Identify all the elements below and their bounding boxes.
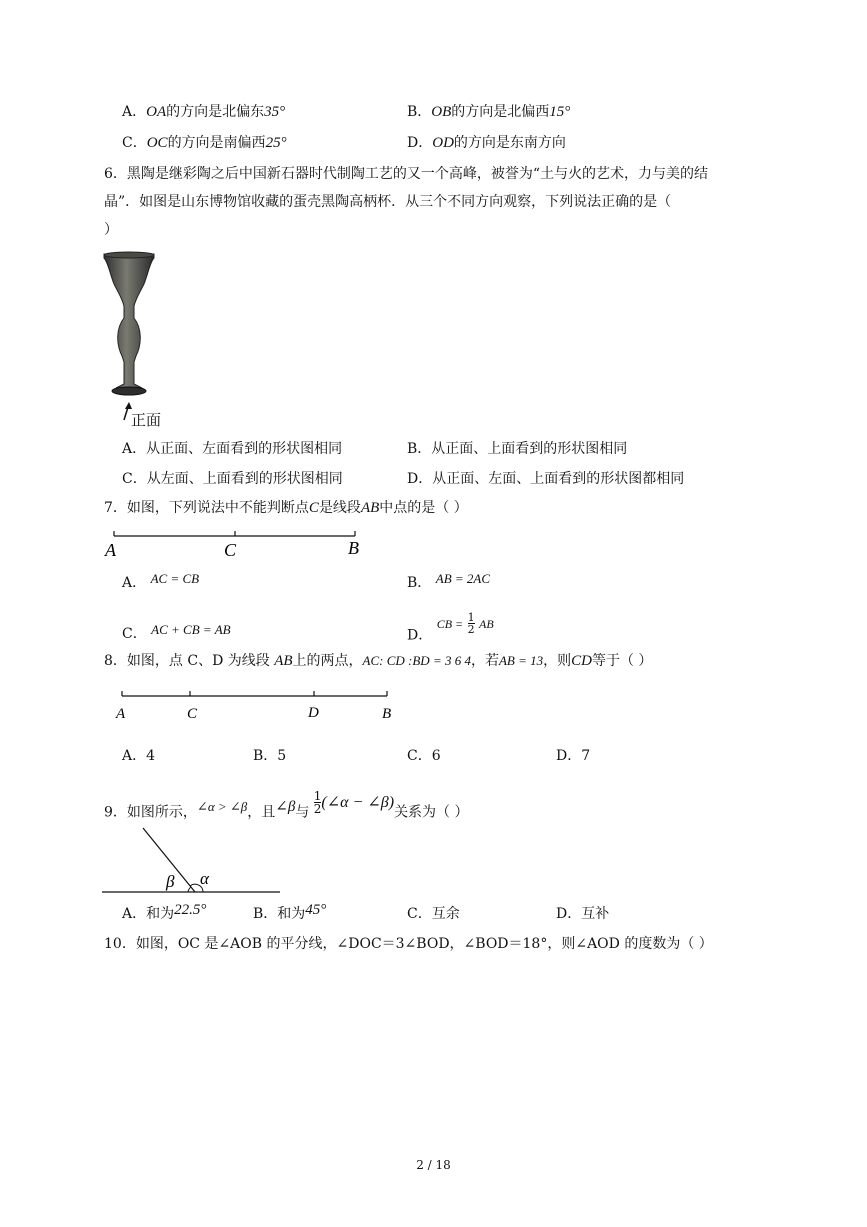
q8-stem: 8．如图，点 C、D 为线段 AB上的两点，AC: CD :BD = 3 6 4，若AB = 13，则CD等于（ ） (104, 653, 653, 669)
q7-fraction: $\frac{1}{2}$ (467, 611, 475, 636)
q8-label-b: B (382, 706, 392, 722)
q5-option-d: D．OD的方向是东南方向 (407, 135, 566, 151)
q7-label-a: A (105, 540, 116, 560)
front-view-label: 正面 (131, 411, 162, 429)
q9-option-d: D．互补 (556, 906, 610, 922)
q9-option-b: B．和为45° (253, 902, 327, 922)
q5-option-c: C．OC的方向是南偏西25° (122, 135, 287, 151)
q6-stem-line2: 晶”．如图是山东博物馆收藏的蛋壳黑陶高柄杯．从三个不同方向观察，下列说法正确的是（ (104, 194, 672, 210)
black-pottery-cup-figure (98, 248, 178, 433)
q9-label-beta: β (166, 872, 175, 891)
q8-segment-figure (112, 686, 402, 726)
q9-label-alpha: α (200, 869, 209, 888)
page-number: 2 / 18 (416, 1158, 451, 1172)
q7-option-a: A． AC = CB (122, 571, 200, 591)
q5-option-b: B．OB的方向是北偏西15° (407, 104, 571, 120)
q9-fraction: $\frac{1}{2}$ (313, 789, 322, 816)
q8-label-a: A (116, 706, 126, 722)
q8-label-d: D (308, 705, 319, 721)
q9-option-a: A．和为22.5° (122, 902, 207, 922)
q7-stem: 7．如图，下列说法中不能判断点C是线段AB中点的是（ ） (104, 500, 468, 516)
q9-angle-figure (100, 824, 290, 896)
q8-option-c: C．6 (407, 748, 441, 764)
cup-base (112, 387, 146, 395)
q6-option-a: A．从正面、左面看到的形状图相同 (122, 441, 343, 457)
q7-label-b: B (348, 538, 359, 558)
q6-stem-line3: ） (104, 222, 118, 238)
q8-option-d: D．7 (556, 748, 591, 764)
q6-option-d: D．从正面、左面、上面看到的形状图都相同 (407, 471, 685, 487)
cup-body (104, 254, 154, 388)
q8-option-a: A．4 (122, 748, 156, 764)
front-arrow-head (125, 402, 132, 409)
q9-stem: 9．如图所示，∠α > ∠β，且∠β与 $\frac{1}{2}$ (∠α − ∠β)关系为（ ） (104, 789, 469, 821)
q9-option-c: C．互余 (407, 906, 460, 922)
q10-stem: 10．如图，OC 是∠AOB 的平分线，∠DOC＝3∠BOD，∠BOD＝18°，则∠AOD 的度数为（ ） (104, 936, 713, 952)
q7-option-d: D． CB = $\frac{1}{2}$ AB (407, 611, 494, 644)
q7-segment-figure (100, 524, 380, 564)
q6-stem-line1: 6．黑陶是继彩陶之后中国新石器时代制陶工艺的又一个高峰，被誉为“土与火的艺术，力与美的结 (104, 166, 709, 182)
q8-label-c: C (187, 706, 198, 722)
q6-option-c: C．从左面、上面看到的形状图相同 (122, 471, 343, 487)
q6-option-b: B．从正面、上面看到的形状图相同 (407, 441, 628, 457)
q7-label-c: C (224, 540, 237, 560)
q5-option-a: A．OA的方向是北偏东35° (122, 104, 286, 120)
cup-rim (104, 252, 154, 258)
q8-option-b: B．5 (253, 748, 287, 764)
q7-option-b: B． AB = 2AC (407, 571, 491, 591)
q7-option-c: C． AC + CB = AB (122, 622, 231, 642)
q9-beta-arc (188, 887, 191, 892)
